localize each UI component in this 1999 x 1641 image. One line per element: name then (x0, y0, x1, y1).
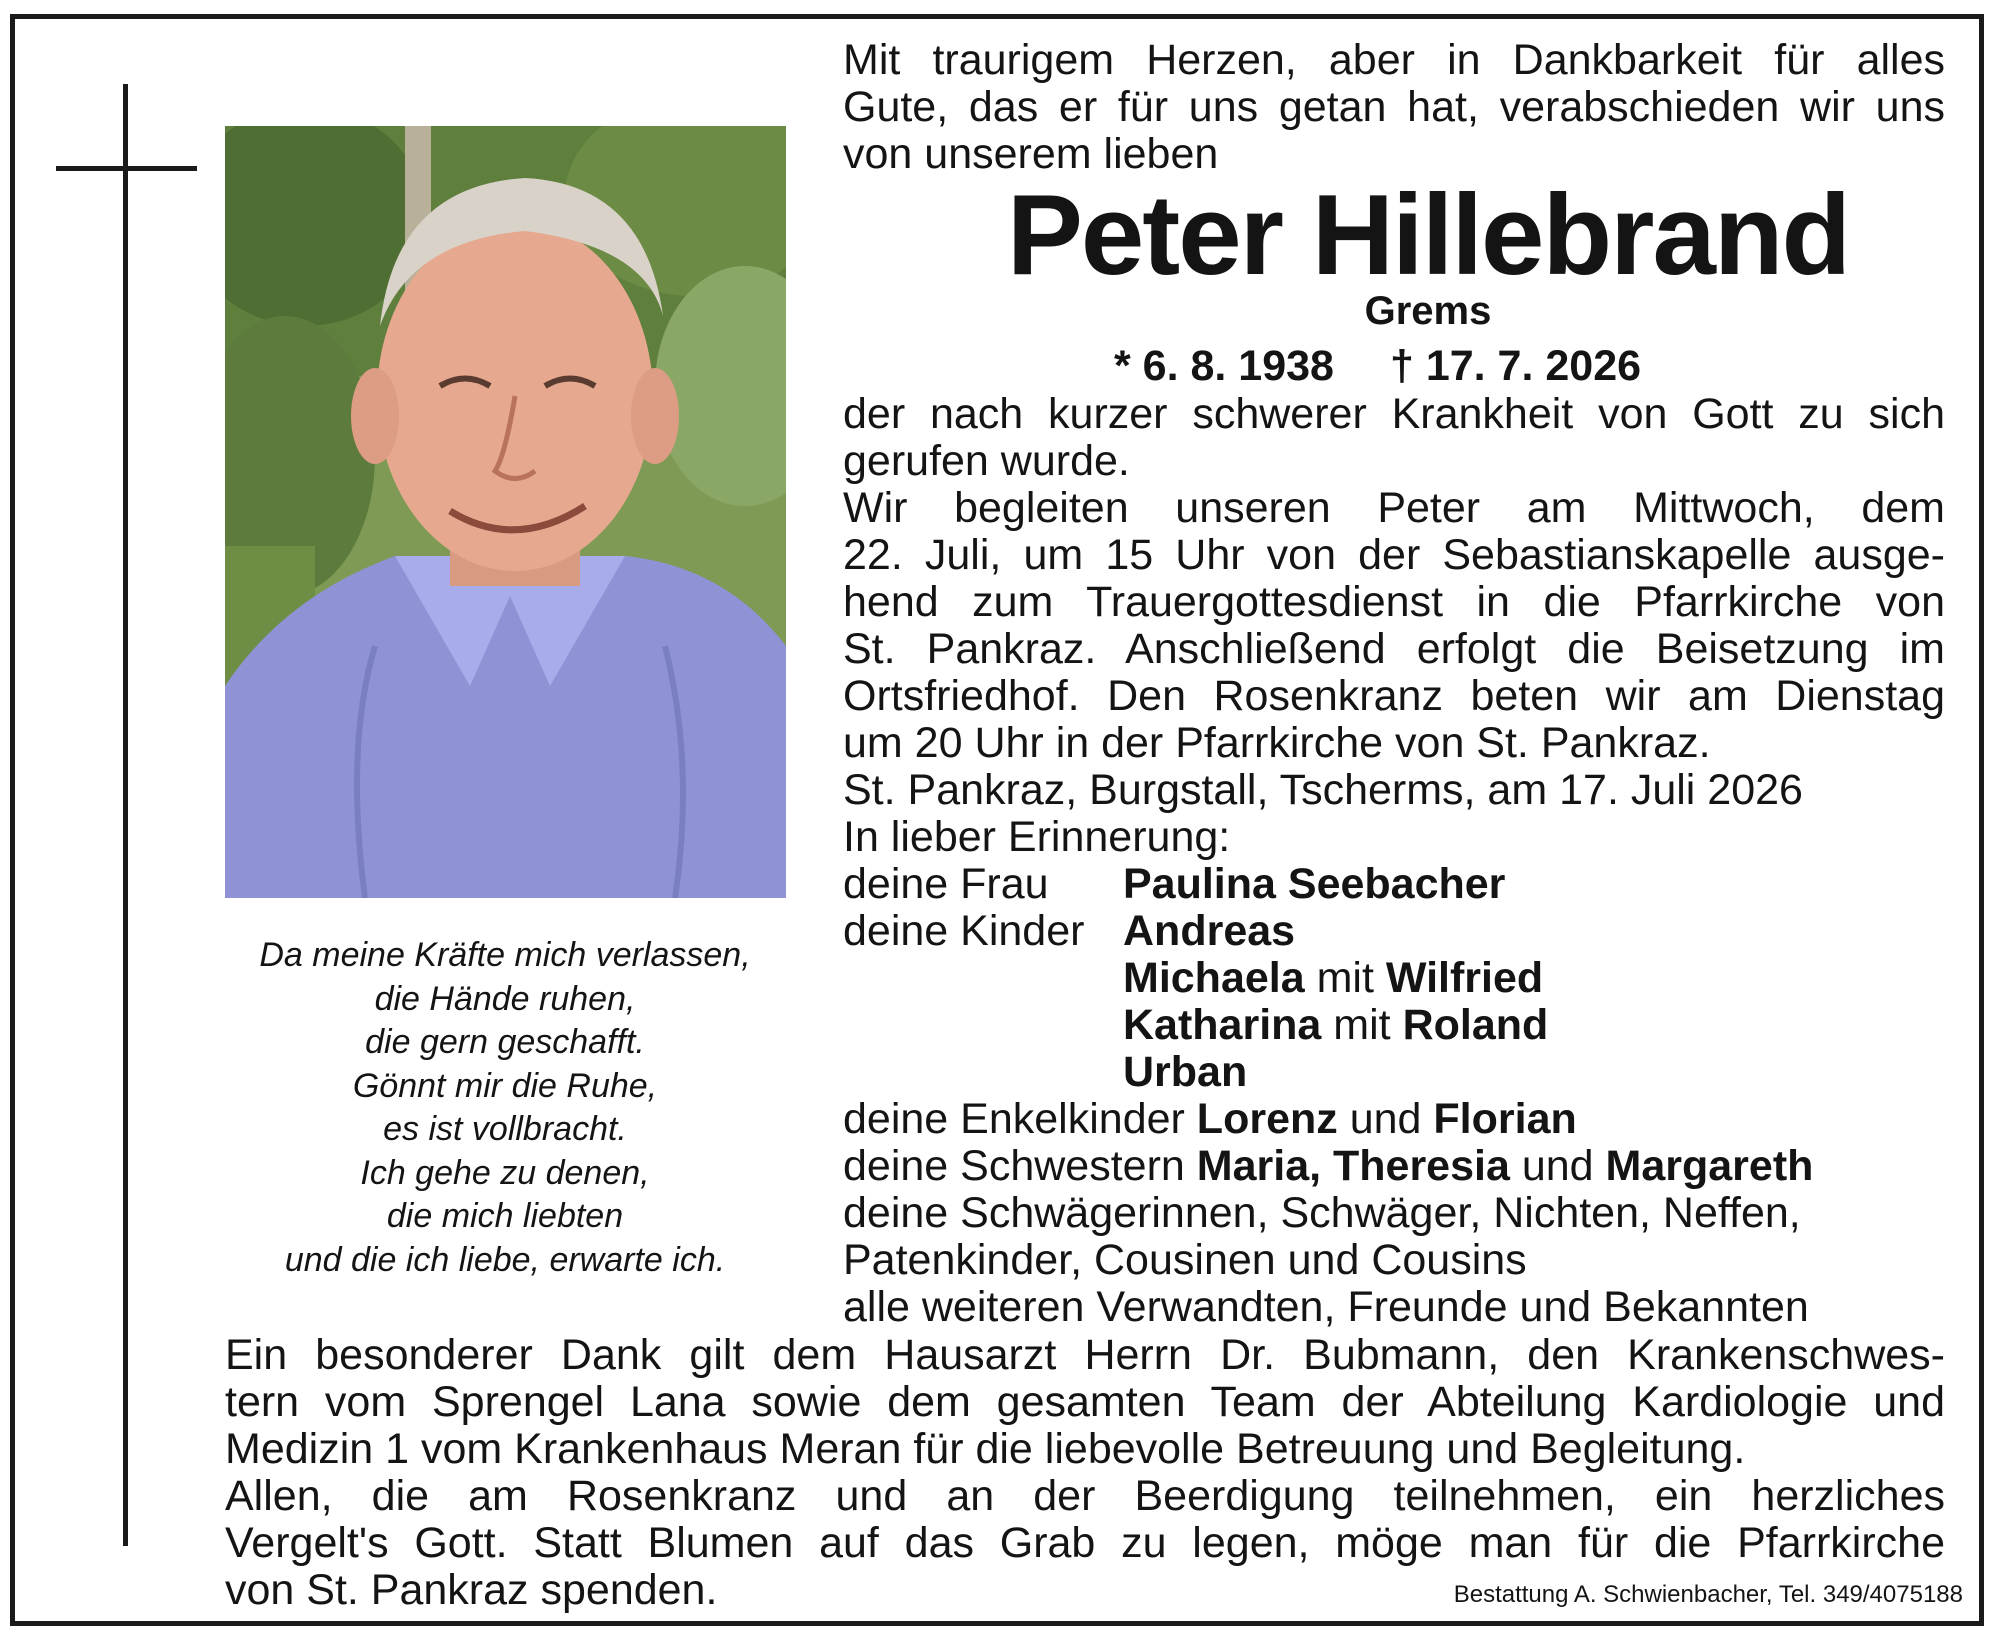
death-date: † 17. 7. 2026 (1389, 342, 1642, 390)
child-name: Urban (1123, 1048, 1248, 1096)
thanks-line: Ein besonderer Dank gilt dem Hausarzt Herrn Dr. Bubmann, den Krankenschwes- (225, 1331, 1945, 1379)
place-date-line: St. Pankraz, Burgstall, Tscherms, am 17. Juli 2026 (843, 766, 1803, 814)
wife-name: Paulina Seebacher (1123, 860, 1506, 908)
portrait-photo (225, 126, 786, 898)
poem-line: Ich gehe zu denen, (360, 1153, 650, 1192)
poem-line: Gönnt mir die Ruhe, (352, 1066, 658, 1105)
thanks-line: tern vom Sprengel Lana sowie dem gesamten Team der Abteilung Kardiologie und (225, 1378, 1945, 1426)
funeral-line: St. Pankraz. Anschließend erfolgt die Beisetzung im (843, 625, 1945, 673)
grandchild-name: Florian (1433, 1095, 1577, 1143)
passing-line: der nach kurzer schwerer Krankheit von Gott zu sich (843, 390, 1945, 438)
poem-line: die gern geschafft. (365, 1023, 645, 1061)
inlaws-line: Patenkinder, Cousinen und Cousins (843, 1236, 1527, 1284)
deceased-place: Grems (1364, 289, 1492, 333)
child-name: Michaela (1123, 954, 1305, 1002)
funeral-line: Wir begleiten unseren Peter am Mittwoch, dem (843, 484, 1945, 532)
funeral-text (843, 485, 1945, 767)
children-label: deine Kinder (843, 907, 1085, 955)
passing-line: gerufen wurde. (843, 437, 1130, 485)
intro-line: Mit traurigem Herzen, aber in Dankbarkeit für alles (843, 36, 1945, 84)
thanks-line: von St. Pankraz spenden. (225, 1566, 718, 1614)
undertaker-info: Bestattung A. Schwienbacher, Tel. 349/4075188 (1453, 1581, 1963, 1608)
grandchildren-label: deine Enkelkinder (843, 1095, 1185, 1143)
grandchild-name: Lorenz (1196, 1095, 1338, 1143)
birth-date: * 6. 8. 1938 (1114, 342, 1334, 390)
poem-line: und die ich liebe, erwarte ich. (284, 1240, 726, 1279)
intro-line: von unserem lieben (843, 130, 1219, 178)
intro-line: Gute, das er für uns getan hat, verabschieden wir uns (843, 83, 1945, 131)
poem (210, 934, 800, 1282)
intro-text (843, 37, 1945, 178)
partner-name: Wilfried (1385, 954, 1544, 1002)
thanks-line: Vergelt's Gott. Statt Blumen auf das Grab zu legen, möge man für die Pfarrkirche (225, 1519, 1945, 1567)
with-word: mit (1316, 954, 1374, 1002)
with-word: mit (1333, 1001, 1391, 1049)
partner-name: Roland (1402, 1001, 1549, 1049)
funeral-line: 22. Juli, um 15 Uhr von der Sebastianskapelle ausge- (843, 531, 1945, 579)
passing-text (843, 391, 1945, 485)
wife-label: deine Frau (843, 860, 1049, 908)
inlaws-line: deine Schwägerinnen, Schwäger, Nichten, Neffen, (843, 1189, 1801, 1237)
sisters-label: deine Schwestern (843, 1142, 1185, 1190)
life-dates (1114, 341, 1641, 391)
poem-line: es ist vollbracht. (383, 1110, 627, 1148)
poem-line: Da meine Kräfte mich verlassen, (259, 936, 751, 974)
deceased-name: Peter Hillebrand (1006, 172, 1850, 299)
thanks-text (225, 1332, 1945, 1614)
thanks-line: Medizin 1 vom Krankenhaus Meran für die liebevolle Betreuung und Begleitung. (225, 1425, 1746, 1473)
funeral-line: um 20 Uhr in der Pfarrkirche von St. Pankraz. (843, 719, 1711, 767)
and-word: und (1521, 1142, 1594, 1190)
poem-line: die Hände ruhen, (374, 979, 636, 1018)
and-word: und (1349, 1095, 1422, 1143)
thanks-line: Allen, die am Rosenkranz und an der Beerdigung teilnehmen, ein herzliches (225, 1472, 1945, 1520)
remembrance-line: In lieber Erinnerung: (843, 813, 1231, 861)
poem-line: die mich liebten (386, 1197, 624, 1235)
sister-name: Margareth (1605, 1142, 1814, 1190)
others-line: alle weiteren Verwandten, Freunde und Bekannten (843, 1283, 1809, 1331)
sisters-names: Maria, Theresia (1196, 1142, 1510, 1190)
child-name: Katharina (1123, 1001, 1322, 1049)
child-name: Andreas (1123, 907, 1296, 955)
funeral-line: Ortsfriedhof. Den Rosenkranz beten wir am Dienstag (843, 672, 1945, 720)
place-date (843, 767, 1945, 861)
funeral-line: hend zum Trauergottesdienst in die Pfarrkirche von (843, 578, 1945, 626)
